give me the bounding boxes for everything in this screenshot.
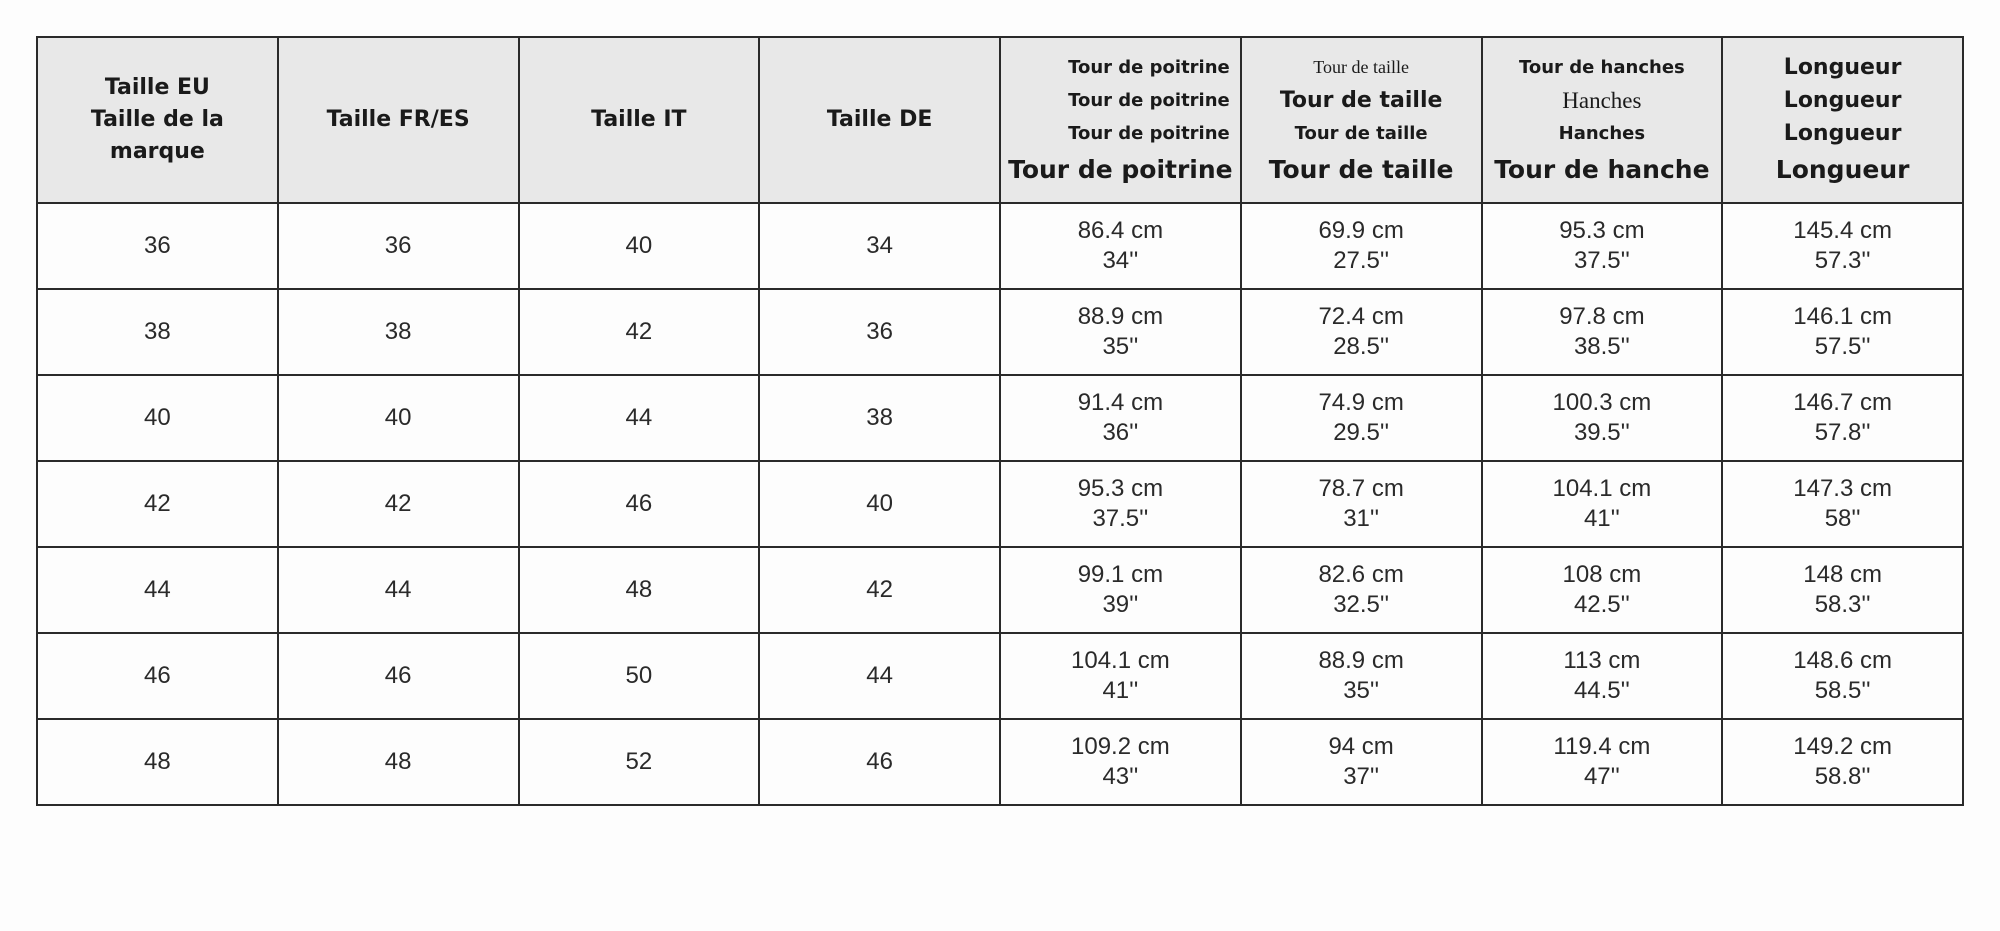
cell-eu: 44 (37, 547, 278, 633)
cell-waist (1241, 633, 1482, 719)
header-hips (1482, 37, 1723, 203)
cell-it: 42 (519, 289, 760, 375)
header-chest-line-3: Tour de poitrine (1068, 122, 1230, 144)
length-in: 58'' (1824, 505, 1861, 532)
cell-chest (1000, 633, 1241, 719)
cell-fr: 40 (278, 375, 519, 461)
hips-cm: 108 cm (1562, 561, 1642, 588)
header-it-size (519, 37, 760, 203)
hips-in: 44.5'' (1573, 677, 1630, 704)
table-row (37, 289, 1963, 375)
cell-length (1722, 461, 1963, 547)
cell-hips (1482, 375, 1723, 461)
waist-cm: 69.9 cm (1318, 217, 1404, 244)
header-fr-es-size (278, 37, 519, 203)
waist-cm: 94 cm (1328, 733, 1394, 760)
header-hips-line-2: Hanches (1562, 87, 1642, 113)
cell-eu: 36 (37, 203, 278, 289)
cell-de: 44 (759, 633, 1000, 719)
hips-in: 38.5'' (1573, 333, 1630, 360)
hips-cm: 95.3 cm (1559, 217, 1645, 244)
waist-in: 37'' (1343, 763, 1380, 790)
cell-de: 38 (759, 375, 1000, 461)
cell-waist (1241, 461, 1482, 547)
header-eu-line-2: Taille de la marque (90, 107, 224, 164)
chest-cm: 95.3 cm (1077, 475, 1164, 502)
table-row (37, 203, 1963, 289)
length-cm: 145.4 cm (1793, 217, 1892, 244)
waist-in: 32.5'' (1333, 591, 1390, 618)
header-chest-line-2: Tour de poitrine (1068, 89, 1230, 111)
cell-hips (1482, 461, 1723, 547)
cell-fr: 38 (278, 289, 519, 375)
header-chest (1000, 37, 1241, 203)
waist-cm: 74.9 cm (1318, 389, 1404, 416)
cell-de: 36 (759, 289, 1000, 375)
hips-cm: 104.1 cm (1552, 475, 1652, 502)
size-chart-table (36, 36, 1964, 806)
cell-chest (1000, 719, 1241, 805)
header-row (37, 37, 1963, 203)
length-in: 58.3'' (1814, 591, 1871, 618)
table-row (37, 375, 1963, 461)
cell-de: 46 (759, 719, 1000, 805)
cell-waist (1241, 547, 1482, 633)
cell-eu: 46 (37, 633, 278, 719)
header-de-label: Taille DE (826, 107, 933, 132)
header-hips-line-4: Tour de hanche (1494, 154, 1710, 184)
length-cm: 148 cm (1803, 561, 1882, 588)
cell-waist (1241, 375, 1482, 461)
cell-it: 48 (519, 547, 760, 633)
header-waist (1241, 37, 1482, 203)
cell-fr: 46 (278, 633, 519, 719)
cell-chest (1000, 547, 1241, 633)
hips-cm: 119.4 cm (1553, 733, 1651, 760)
table-row (37, 461, 1963, 547)
length-in: 58.5'' (1814, 677, 1871, 704)
header-length-line-3: Longueur (1783, 120, 1902, 146)
cell-length (1722, 203, 1963, 289)
hips-cm: 100.3 cm (1552, 389, 1652, 416)
cell-de: 34 (759, 203, 1000, 289)
cell-chest (1000, 203, 1241, 289)
chest-cm: 91.4 cm (1077, 389, 1164, 416)
cell-fr: 42 (278, 461, 519, 547)
waist-in: 28.5'' (1333, 333, 1390, 360)
cell-it: 52 (519, 719, 760, 805)
header-waist-line-3: Tour de taille (1294, 122, 1428, 144)
chest-cm: 88.9 cm (1077, 303, 1164, 330)
cell-eu: 40 (37, 375, 278, 461)
header-hips-line-1: Tour de hanches (1518, 56, 1685, 78)
header-length (1722, 37, 1963, 203)
cell-chest (1000, 289, 1241, 375)
table-row (37, 633, 1963, 719)
waist-cm: 72.4 cm (1318, 303, 1404, 330)
table-row (37, 719, 1963, 805)
header-length-line-2: Longueur (1783, 87, 1902, 113)
header-length-line-1: Longueur (1783, 54, 1902, 80)
chest-cm: 99.1 cm (1077, 561, 1164, 588)
length-cm: 146.7 cm (1793, 389, 1892, 416)
waist-cm: 78.7 cm (1318, 475, 1404, 502)
header-waist-line-4: Tour de taille (1268, 154, 1454, 184)
cell-hips (1482, 547, 1723, 633)
cell-length (1722, 719, 1963, 805)
header-hips-line-3: Hanches (1558, 122, 1646, 144)
length-cm: 148.6 cm (1793, 647, 1892, 674)
cell-it: 46 (519, 461, 760, 547)
chest-in: 35'' (1102, 333, 1139, 360)
waist-in: 29.5'' (1333, 419, 1390, 446)
table-header (37, 37, 1963, 203)
cell-length (1722, 547, 1963, 633)
cell-eu: 42 (37, 461, 278, 547)
cell-it: 44 (519, 375, 760, 461)
cell-de: 42 (759, 547, 1000, 633)
chest-in: 34'' (1102, 247, 1139, 274)
cell-chest (1000, 461, 1241, 547)
chest-in: 43'' (1102, 763, 1139, 790)
cell-waist (1241, 719, 1482, 805)
cell-hips (1482, 719, 1723, 805)
chest-in: 36'' (1102, 419, 1139, 446)
cell-fr: 48 (278, 719, 519, 805)
header-eu-size (37, 37, 278, 203)
header-waist-line-1: Tour de taille (1313, 56, 1409, 77)
cell-length (1722, 633, 1963, 719)
cell-length (1722, 289, 1963, 375)
cell-it: 50 (519, 633, 760, 719)
cell-hips (1482, 289, 1723, 375)
cell-waist (1241, 203, 1482, 289)
header-it-label: Taille IT (591, 107, 687, 132)
waist-cm: 88.9 cm (1318, 647, 1404, 674)
waist-in: 35'' (1343, 677, 1380, 704)
length-cm: 147.3 cm (1793, 475, 1892, 502)
cell-eu: 38 (37, 289, 278, 375)
hips-in: 37.5'' (1573, 247, 1630, 274)
chest-in: 39'' (1102, 591, 1139, 618)
header-fr-label: Taille FR/ES (326, 107, 470, 132)
cell-hips (1482, 633, 1723, 719)
chest-cm: 109.2 cm (1071, 733, 1170, 760)
header-waist-line-2: Tour de taille (1279, 87, 1443, 113)
cell-fr: 44 (278, 547, 519, 633)
table-row (37, 547, 1963, 633)
chest-in: 37.5'' (1092, 505, 1149, 532)
length-in: 57.5'' (1814, 333, 1871, 360)
waist-cm: 82.6 cm (1318, 561, 1404, 588)
cell-hips (1482, 203, 1723, 289)
cell-chest (1000, 375, 1241, 461)
hips-cm: 113 cm (1563, 647, 1641, 674)
length-in: 57.8'' (1814, 419, 1871, 446)
length-in: 57.3'' (1814, 247, 1871, 274)
length-cm: 146.1 cm (1793, 303, 1892, 330)
chest-cm: 104.1 cm (1071, 647, 1170, 674)
header-chest-line-4: Tour de poitrine (1008, 154, 1233, 184)
hips-in: 41'' (1583, 505, 1620, 532)
cell-eu: 48 (37, 719, 278, 805)
cell-fr: 36 (278, 203, 519, 289)
hips-in: 47'' (1583, 763, 1620, 790)
hips-cm: 97.8 cm (1559, 303, 1645, 330)
length-in: 58.8'' (1814, 763, 1871, 790)
chest-cm: 86.4 cm (1077, 217, 1164, 244)
table-body (37, 203, 1963, 805)
header-eu-line-1: Taille EU (104, 75, 210, 100)
header-length-line-4: Longueur (1775, 154, 1910, 184)
cell-length (1722, 375, 1963, 461)
header-chest-line-1: Tour de poitrine (1068, 56, 1230, 78)
chest-in: 41'' (1102, 677, 1139, 704)
length-cm: 149.2 cm (1793, 733, 1892, 760)
waist-in: 31'' (1343, 505, 1380, 532)
hips-in: 42.5'' (1573, 591, 1630, 618)
cell-waist (1241, 289, 1482, 375)
cell-it: 40 (519, 203, 760, 289)
header-de-size (759, 37, 1000, 203)
waist-in: 27.5'' (1333, 247, 1390, 274)
hips-in: 39.5'' (1573, 419, 1630, 446)
cell-de: 40 (759, 461, 1000, 547)
